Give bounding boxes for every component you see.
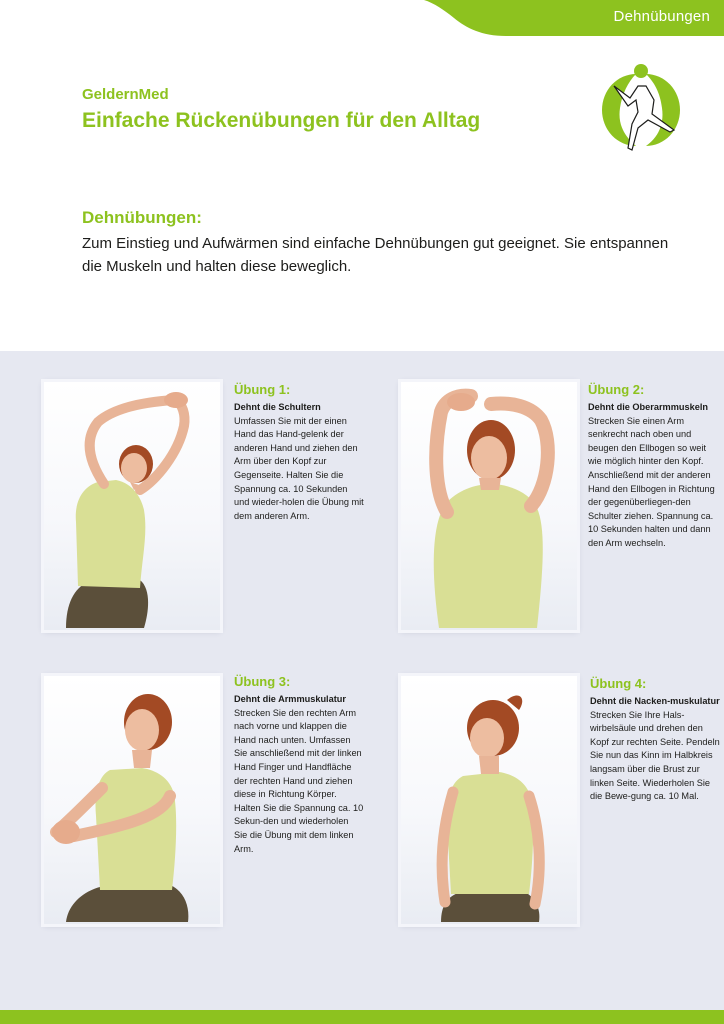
exercise-4-subtitle: Dehnt die Nacken-muskulatur — [590, 696, 720, 706]
page-title: Einfache Rückenübungen für den Alltag — [82, 109, 481, 132]
exercise-1-text-block — [234, 382, 364, 523]
woman-triceps-stretch-photo — [401, 382, 577, 630]
exercise-2-subtitle: Dehnt die Oberarmmuskeln — [588, 402, 708, 412]
exercise-3-description: Strecken Sie den rechten Arm nach vorne und klappen die Hand nach unten. Umfassen Sie anschließend mit der linken Hand Finger und Handfläche der rechten Hand und ziehen diese in Richtung Körper. Halten Sie die Spannung ca. 10 Sekun-den und wiederholen Sie die Übung mit dem linken Arm. — [234, 707, 364, 854]
exercise-1-description: Umfassen Sie mit der einen Hand das Hand-gelenk der anderen Hand und ziehen den Arm über den Kopf zur Gegenseite. Halten Sie die Spannung ca. 10 Sekunden und wieder-holen die Übung mit dem anderen Arm. — [234, 415, 364, 521]
footer-bar — [0, 1010, 724, 1024]
exercise-2-text-block — [588, 382, 718, 551]
intro-text: Zum Einstieg und Aufwärmen sind einfache Dehnübungen gut geeignet. Sie entspannen die Muskeln und halten diese beweglich. — [82, 235, 669, 275]
woman-side-stretch-photo — [44, 382, 220, 630]
exercise-3-text-block — [234, 674, 364, 856]
exercise-2-description: Strecken Sie einen Arm senkrecht nach oben und beugen den Ellbogen so weit wie möglich hinter den Kopf. Anschließend mit der anderen Hand den Ellbogen in Richtung der gegenüberliegen-den Schulter ziehen. Spannung ca. 10 Sekunden halten und dann den Arm wechseln. — [588, 415, 715, 548]
exercise-1-subtitle: Dehnt die Schultern — [234, 402, 321, 412]
woman-forearm-stretch-photo — [44, 676, 220, 924]
person-stretching-circle-logo — [592, 60, 688, 156]
exercise-4-text-block — [590, 676, 720, 804]
exercise-4-title: Übung 4: — [590, 676, 647, 691]
section-tab-label: Dehnübungen — [613, 8, 710, 25]
exercise-3-subtitle: Dehnt die Armmuskulatur — [234, 694, 346, 704]
section-tab — [424, 0, 724, 36]
exercise-1-title: Übung 1: — [234, 382, 291, 397]
exercise-4-description: Strecken Sie Ihre Hals-wirbelsäule und drehen den Kopf zur rechten Seite. Pendeln Sie nun das Kinn im Halbkreis langsam über die Brust zur linken Seite. Wiederholen Sie die Bewe-gung ca. 10 Mal. — [590, 709, 720, 802]
woman-neck-stretch-photo — [401, 676, 577, 924]
intro-heading: Dehnübungen: — [82, 208, 202, 227]
exercise-3-title: Übung 3: — [234, 674, 291, 689]
exercise-2-title: Übung 2: — [588, 382, 645, 397]
brand-name: GeldernMed — [82, 86, 169, 103]
